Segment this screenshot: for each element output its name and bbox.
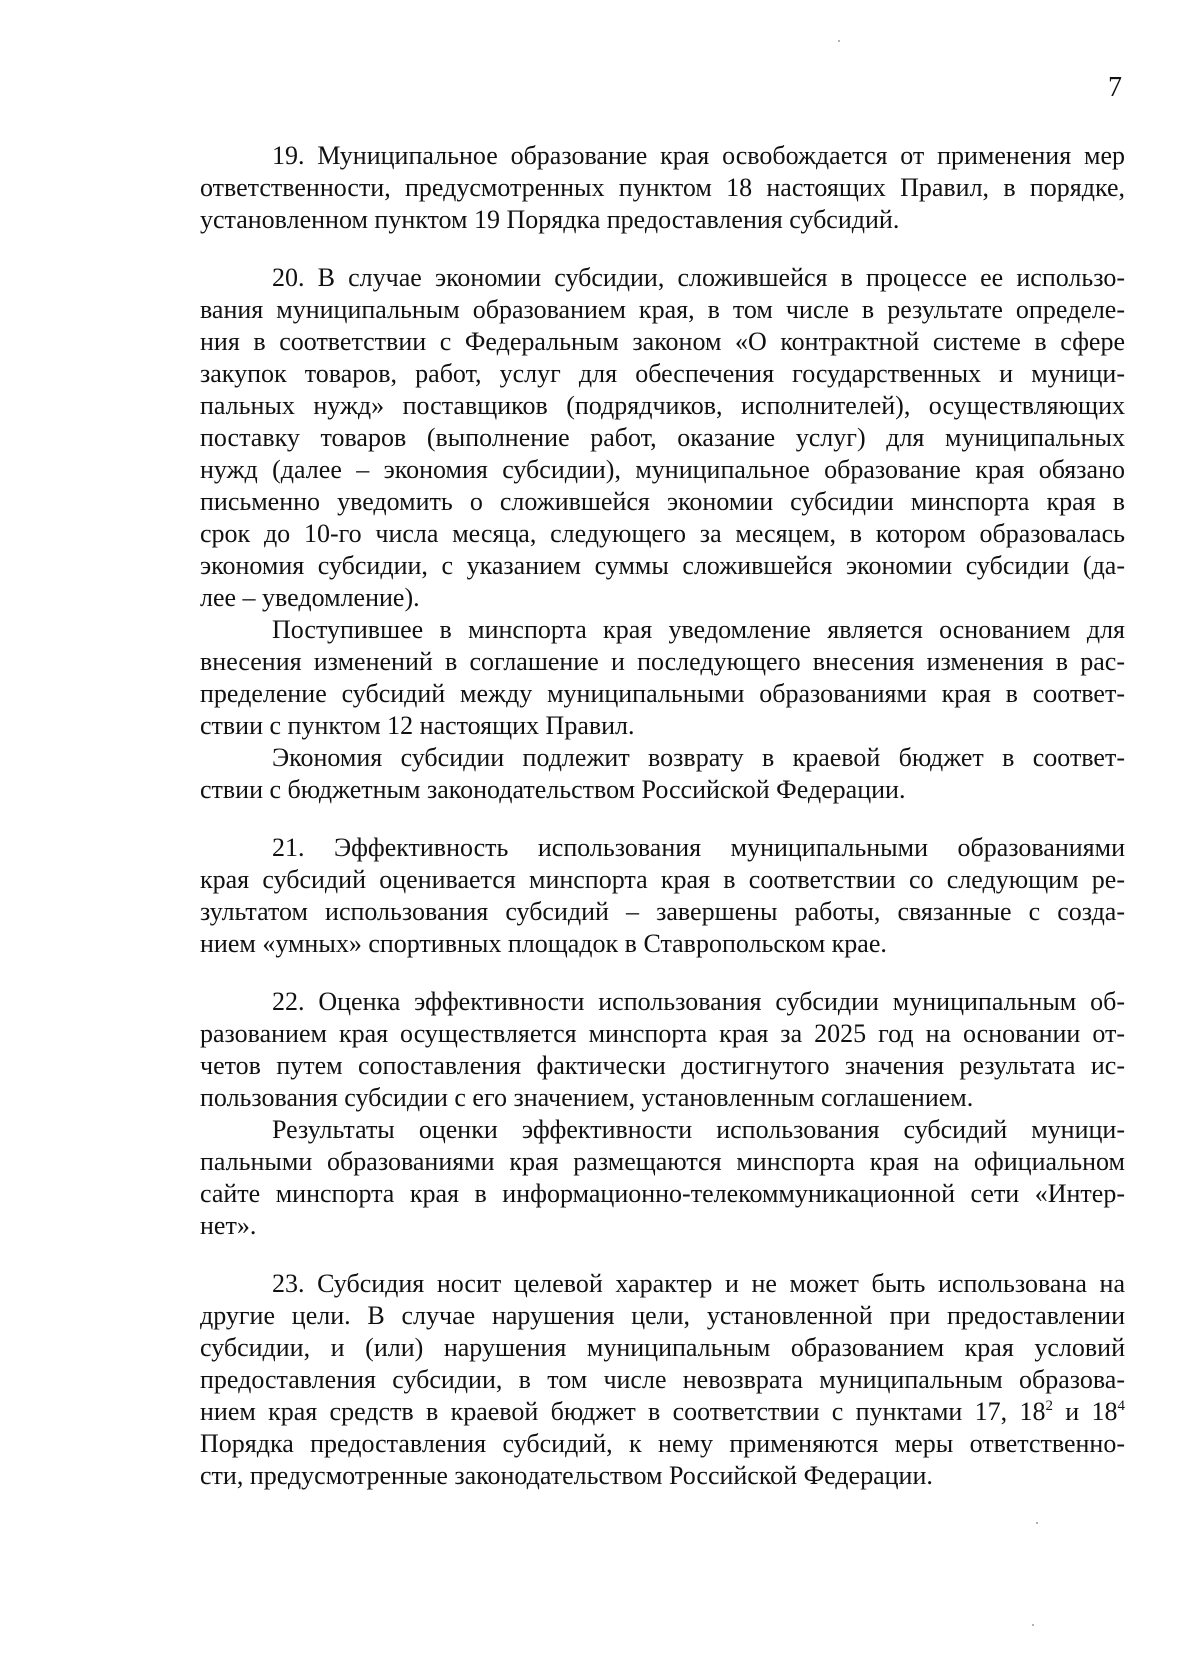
text-line: ответственности, предусмотренных пунктом 18 настоящих Правил, в порядке,: [200, 173, 1125, 202]
text-line: пользования субсидии с его значением, установленным соглашением.: [200, 1083, 974, 1112]
text-line: 22. Оценка эффективности использования субсидии муниципальным об-: [272, 987, 1125, 1016]
text-line: экономия субсидии, с указанием суммы сложившейся экономии субсидии (да-: [200, 551, 1125, 580]
text-line: четов путем сопоставления фактически достигнутого значения результата ис-: [200, 1051, 1125, 1080]
paragraph-20-refund: [200, 742, 1125, 806]
text-line: ствии с бюджетным законодательством Российской Федерации.: [200, 775, 906, 804]
scan-speck: [1032, 1624, 1034, 1626]
text-line: пальными образованиями края размещаются минспорта края на официальном: [200, 1147, 1125, 1176]
text-line: Поступившее в минспорта края уведомление является основанием для: [272, 615, 1125, 644]
paragraph-22: [200, 986, 1125, 1114]
superscript: 2: [1045, 1398, 1053, 1414]
text-line: нет».: [200, 1211, 257, 1240]
text-line: зультатом использования субсидий – завершены работы, связанные с созда-: [200, 897, 1125, 926]
text-line: закупок товаров, работ, услуг для обеспечения государственных и муници-: [200, 359, 1125, 388]
text-line: сти, предусмотренные законодательством Российской Федерации.: [200, 1461, 933, 1490]
text-line: предоставления субсидии, в том числе невозврата муниципальным образова-: [200, 1365, 1125, 1394]
document-body: [200, 140, 1125, 1492]
text-line: 19. Муниципальное образование края освобождается от применения мер: [272, 141, 1125, 170]
paragraph-20: [200, 262, 1125, 614]
scan-speck: [838, 40, 840, 42]
paragraph-19: [200, 140, 1125, 236]
text-line: вания муниципальным образованием края, в том числе в результате определе-: [200, 295, 1125, 324]
text-line: Результаты оценки эффективности использования субсидий муници-: [272, 1115, 1125, 1144]
text-line: срок до 10-го числа месяца, следующего за месяцем, в котором образовалась: [200, 519, 1125, 548]
text-line: нием «умных» спортивных площадок в Ставропольском крае.: [200, 929, 887, 958]
text-line: 21. Эффективность использования муниципальными образованиями: [272, 833, 1125, 862]
text-line: поставку товаров (выполнение работ, оказание услуг) для муниципальных: [200, 423, 1125, 452]
paragraph-20-notice: [200, 614, 1125, 742]
text-line: края субсидий оценивается минспорта края в соответствии со следующим ре-: [200, 865, 1125, 894]
text-line: Порядка предоставления субсидий, к нему применяются меры ответственно-: [200, 1429, 1125, 1458]
paragraph-23: [200, 1268, 1125, 1492]
text-line: пределение субсидий между муниципальными образованиями края в соответ-: [200, 679, 1125, 708]
text-line: 23. Субсидия носит целевой характер и не может быть использована на: [272, 1269, 1125, 1298]
superscript: 4: [1117, 1398, 1125, 1414]
page-number: 7: [1108, 72, 1122, 103]
text-line: разованием края осуществляется минспорта края за 2025 год на основании от-: [200, 1019, 1125, 1048]
text-fragment: нием края средств в краевой бюджет в соответствии с пунктами 17, 18: [200, 1397, 1046, 1426]
paragraph-21: [200, 832, 1125, 960]
text-line: внесения изменений в соглашение и последующего внесения изменения в рас-: [200, 647, 1125, 676]
text-line: письменно уведомить о сложившейся экономии субсидии минспорта края в: [200, 487, 1125, 516]
text-line: 20. В случае экономии субсидии, сложившейся в процессе ее использо-: [272, 263, 1125, 292]
text-line: пальных нужд» поставщиков (подрядчиков, исполнителей), осуществляющих: [200, 391, 1125, 420]
text-line: установленном пунктом 19 Порядка предоставления субсидий.: [200, 205, 900, 234]
text-line: нужд (далее – экономия субсидии), муниципальное образование края обязано: [200, 455, 1125, 484]
text-line: [200, 1396, 1125, 1428]
text-fragment: и 18: [1052, 1397, 1118, 1426]
text-line: Экономия субсидии подлежит возврату в краевой бюджет в соответ-: [272, 743, 1125, 772]
text-line: ствии с пунктом 12 настоящих Правил.: [200, 711, 635, 740]
text-line: лее – уведомление).: [200, 583, 420, 612]
text-line: другие цели. В случае нарушения цели, установленной при предоставлении: [200, 1301, 1125, 1330]
paragraph-22-results: [200, 1114, 1125, 1242]
text-line: сайте минспорта края в информационно-телекоммуникационной сети «Интер-: [200, 1179, 1125, 1208]
scan-speck: [1036, 1522, 1038, 1524]
text-line: ния в соответствии с Федеральным законом «О контрактной системе в сфере: [200, 327, 1125, 356]
text-line: субсидии, и (или) нарушения муниципальным образованием края условий: [200, 1333, 1125, 1362]
